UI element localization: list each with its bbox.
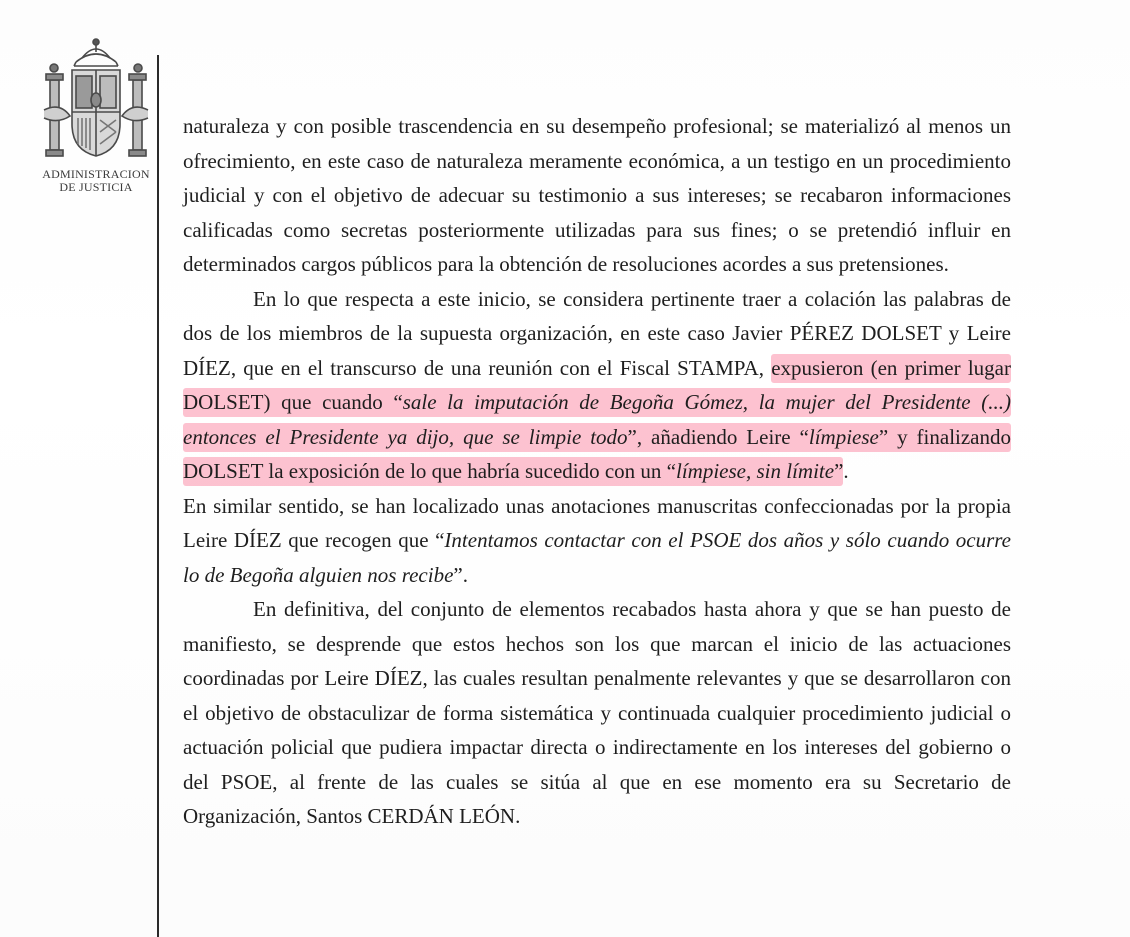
coat-of-arms-icon — [40, 32, 152, 164]
quote-leire: límpiese — [808, 424, 879, 449]
document-body — [183, 109, 1011, 834]
emblem-caption — [32, 168, 160, 194]
quote-anotaciones: Intentamos contactar con el PSOE dos años y sólo cuando ocurre lo de Begoña alguien nos recibe — [183, 528, 1011, 587]
emblem-caption-line2: DE JUSTICIA — [59, 180, 133, 194]
highlight-text-2: ”, añadiendo Leire “ — [627, 424, 809, 449]
paragraph-3 — [183, 489, 1011, 593]
emblem-caption-line1: ADMINISTRACION — [42, 167, 150, 181]
paragraph-4: En definitiva, del conjunto de elementos recabados hasta ahora y que se han puesto de manifiesto, se desprende que estos hechos son los que marcan el inicio de las actuaciones coordinadas por Leire DÍEZ, las cuales resultan penalmente relevantes y que se desarrollaron con el objetivo de obstaculizar de forma sistemática y continuada cualquier procedimiento judicial o actuación policial que pudiera impactar directa o indirectamente en los intereses del gobierno o del PSOE, al frente de las cuales se sitúa al que en ese momento era su Secretario de Organización, Santos CERDÁN LEÓN. — [183, 597, 1011, 828]
paragraph-1: naturaleza y con posible trascendencia en su desempeño profesional; se materializó al menos un ofrecimiento, en este caso de naturaleza meramente económica, a un testigo en un procedimiento judicial y con el objetivo de adecuar su testimonio a sus intereses; se recabaron informaciones calificadas como secretas posteriormente utilizadas para sus fines; o se pretendió influir en determinados cargos públicos para la obtención de resoluciones acordes a sus pretensiones. — [183, 114, 1011, 276]
paragraph-2 — [183, 282, 1011, 489]
paragraph-2-intro: En lo que respecta a este inicio, se considera pertinente traer a colación las palabras de dos de los miembros de la supuesta organización, en este caso Javier PÉREZ DOLSET y Leire DÍEZ, que en el transcurso de una reunión con el Fiscal STAMPA, — [183, 286, 1011, 380]
quote-dolset: sale la imputación de Begoña Gómez, la mujer del Presidente (...) entonces el Presidente ya dijo, que se limpie todo — [183, 390, 1011, 449]
highlight-text-3: ” y finalizando DOLSET la exposición de lo que habría sucedido con un “ — [183, 424, 1012, 483]
emblem — [32, 32, 160, 202]
paragraph-2-end: . — [843, 459, 849, 483]
margin-rule — [157, 55, 159, 937]
quote-sin-limite: límpiese, sin límite — [676, 459, 835, 483]
paragraph-3-intro: En similar sentido, se han localizado unas anotaciones manuscritas confeccionadas por la propia Leire DÍEZ que recogen que “ — [183, 493, 1011, 552]
highlight-text-4: ” — [834, 459, 844, 483]
highlight-text-1: expusieron (en primer lugar DOLSET) que cuando “ — [183, 355, 1011, 414]
paragraph-3-end: ”. — [453, 562, 468, 587]
